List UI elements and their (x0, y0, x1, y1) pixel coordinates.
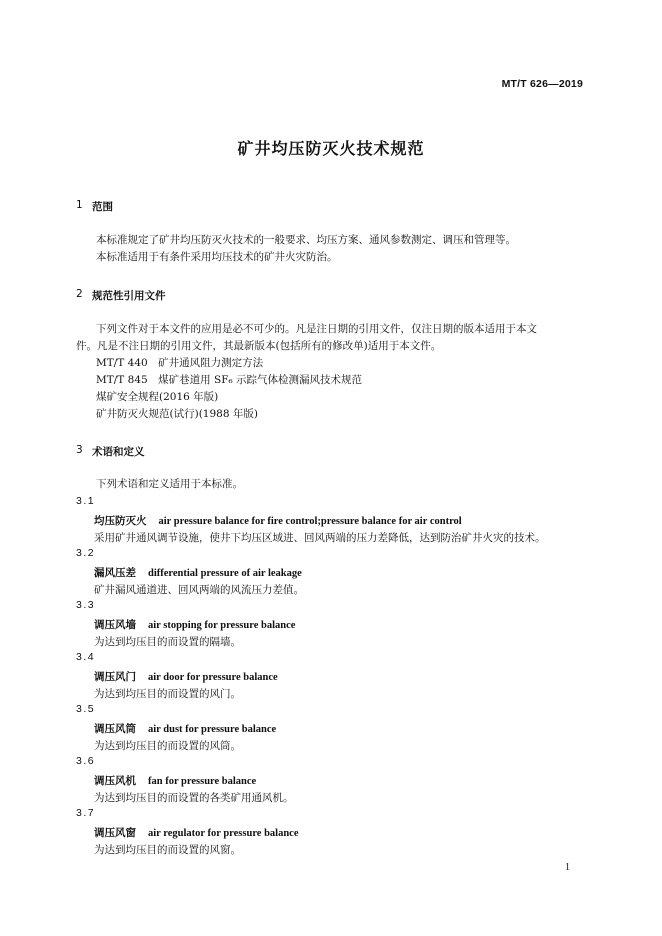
section-1-number: 1 (76, 199, 83, 211)
term-number: 3.4 (76, 651, 96, 663)
term-number: 3.5 (76, 703, 96, 715)
term-heading (94, 617, 295, 632)
term-number: 3.6 (76, 755, 96, 767)
term-heading (94, 565, 302, 580)
term-en: air stopping for pressure balance (148, 620, 296, 631)
term-zh: 调压风筒 (94, 723, 136, 735)
reference-item: 煤矿安全规程(2016 年版) (96, 391, 219, 403)
term-number: 3.3 (76, 599, 96, 611)
reference-item: MT/T 845 煤矿巷道用 SF₆ 示踪气体检测漏风技术规范 (96, 374, 363, 386)
section-3-title: 术语和定义 (92, 446, 145, 458)
term-zh: 调压风机 (94, 775, 136, 787)
section-2-intro: 件。凡是不注日期的引用文件，其最新版本(包括所有的修改单)适用于本文件。 (76, 340, 442, 352)
term-definition: 采用矿井通风调节设施，使井下均压区域进、回风两端的压力差降低，达到防治矿井火灾的技术。 (94, 532, 546, 544)
term-definition: 为达到均压目的而设置的各类矿用通风机。 (94, 792, 294, 804)
section-2-number: 2 (76, 288, 83, 300)
term-en: air pressure balance for fire control;pressure balance for air control (158, 516, 462, 527)
term-number: 3.2 (76, 547, 96, 559)
section-1-paragraph: 本标准规定了矿井均压防灭火技术的一般要求、均压方案、通风参数测定、调压和管理等。 (96, 234, 516, 246)
term-number: 3.7 (76, 807, 96, 819)
term-zh: 调压风窗 (94, 827, 136, 839)
term-heading (94, 669, 278, 684)
page-number: 1 (565, 862, 570, 873)
document-title: 矿井均压防灭火技术规范 (237, 139, 425, 158)
term-zh: 均压防灭火 (94, 515, 147, 527)
term-zh: 调压风墙 (94, 619, 136, 631)
term-definition: 为达到均压目的而设置的隔墙。 (94, 636, 241, 648)
term-en: air regulator for pressure balance (148, 828, 299, 839)
term-definition: 为达到均压目的而设置的风门。 (94, 688, 241, 700)
section-3-number: 3 (76, 444, 83, 456)
term-heading (94, 825, 299, 840)
section-2-intro: 下列文件对于本文件的应用是必不可少的。凡是注日期的引用文件，仅注日期的版本适用于本文 (96, 323, 537, 335)
term-en: air dust for pressure balance (148, 724, 277, 735)
term-zh: 调压风门 (94, 671, 136, 683)
term-heading (94, 721, 276, 736)
term-definition: 为达到均压目的而设置的风窗。 (94, 844, 241, 856)
section-1-paragraph: 本标准适用于有条件采用均压技术的矿井火灾防治。 (96, 251, 338, 263)
term-en: differential pressure of air leakage (148, 568, 302, 579)
term-en: fan for pressure balance (148, 776, 257, 787)
section-3-intro: 下列术语和定义适用于本标准。 (96, 478, 243, 490)
term-heading (94, 773, 256, 788)
reference-item: 矿井防灭火规范(试行)(1988 年版) (96, 408, 258, 420)
term-en: air door for pressure balance (148, 672, 278, 683)
term-zh: 漏风压差 (94, 567, 136, 579)
reference-item: MT/T 440 矿井通风阻力测定方法 (96, 357, 264, 369)
standard-code: MT/T 626—2019 (501, 78, 583, 90)
term-definition: 为达到均压目的而设置的风筒。 (94, 740, 241, 752)
term-number: 3.1 (76, 495, 96, 507)
term-definition: 矿井漏风通道进、回风两端的风流压力差值。 (94, 584, 304, 596)
section-2-title: 规范性引用文件 (92, 290, 166, 302)
term-heading (94, 513, 462, 528)
section-1-title: 范围 (92, 201, 113, 213)
